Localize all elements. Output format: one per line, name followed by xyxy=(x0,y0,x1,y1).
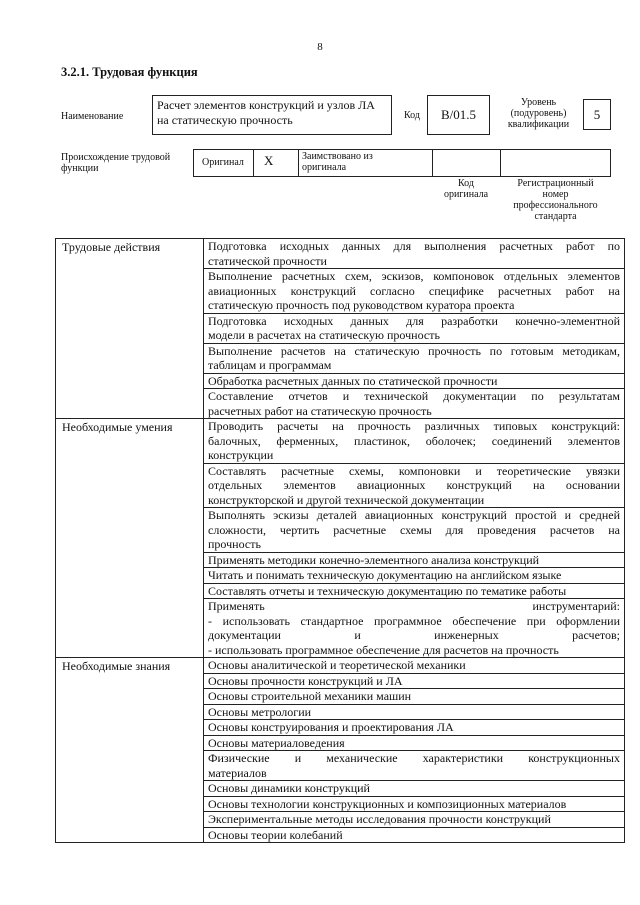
level-label-line-3: квалификации xyxy=(507,119,570,130)
item-text-line: конструкторской и другой технической документации xyxy=(208,492,485,507)
item-text-line: Экспериментальные методы исследования прочности конструкций xyxy=(208,812,551,826)
level-label-line-2: (подуровень) xyxy=(510,108,567,119)
registration-caption-line-4: стандарта xyxy=(534,211,577,222)
registration-number-caption xyxy=(500,178,611,222)
item-cell xyxy=(204,735,625,751)
item-text-line: Выполнение расчетных схем, эскизов, компоновок отдельных элементов xyxy=(208,269,620,283)
original-mark: X xyxy=(264,153,274,168)
item-cell xyxy=(204,239,625,269)
function-name-value: Расчет элементов конструкций и узлов ЛА на статическую прочность xyxy=(157,98,375,127)
item-text-line: Составление отчетов и технической документации по результатам xyxy=(208,389,620,403)
item-cell xyxy=(204,343,625,373)
item-text-line: Основы материаловедения xyxy=(208,735,345,750)
origin-label xyxy=(61,152,191,174)
item-cell xyxy=(204,313,625,343)
item-text-line: Выполнение расчетов на статическую прочность по готовым методикам, xyxy=(208,343,620,358)
item-text-line: Применять методики конечно-элементного анализа конструкций xyxy=(208,552,540,567)
item-text-line: отдельных элементов авиационных конструкций на основании xyxy=(208,478,620,492)
registration-caption-line-3: профессионального xyxy=(513,200,598,211)
item-text-line: Обработка расчетных данных по статической прочности xyxy=(208,373,498,388)
item-cell xyxy=(204,508,625,553)
table-row xyxy=(56,658,625,674)
item-cell xyxy=(204,583,625,599)
item-cell xyxy=(204,552,625,568)
item-cell xyxy=(204,704,625,720)
origin-label-line-2: функции xyxy=(61,163,99,174)
item-text-line: статическую прочность под руководством куратора проекта xyxy=(208,298,515,312)
item-text-line: Читать и понимать техническую документацию на английском языке xyxy=(208,568,562,582)
item-text-line: Основы аналитической и теоретической механики xyxy=(208,658,466,672)
item-cell xyxy=(204,599,625,658)
item-text-line: расчетных работ на статическую прочность xyxy=(208,403,432,418)
category-cell: Необходимые знания xyxy=(56,658,204,843)
item-cell xyxy=(204,827,625,843)
category-cell: Необходимые умения xyxy=(56,419,204,658)
item-text-line: модели в расчетах на статическую прочность xyxy=(208,328,440,342)
item-text-line: Физические и механические характеристики конструкционных xyxy=(208,751,620,765)
labor-function-table xyxy=(55,238,625,843)
item-cell xyxy=(204,463,625,508)
original-mark-cell xyxy=(254,150,299,176)
registration-caption-line-1: Регистрационный xyxy=(517,178,594,189)
code-value: B/01.5 xyxy=(440,107,477,122)
item-text-line: Основы теории колебаний xyxy=(208,827,343,842)
item-cell xyxy=(204,796,625,812)
borrowed-label xyxy=(302,151,432,173)
item-text-line: Основы строительной механики машин xyxy=(208,689,412,703)
origin-table xyxy=(193,149,611,177)
item-text-line: балочных, ферменных, пластинок, оболочек; соединений элементов xyxy=(208,433,620,448)
name-label: Наименование xyxy=(61,111,124,122)
item-cell xyxy=(204,658,625,674)
original-label: Оригинал xyxy=(202,157,244,168)
original-code-caption-line-1: Код xyxy=(458,178,474,189)
registration-caption-line-2: номер xyxy=(542,189,569,200)
item-text-line: авиационных конструкций согласно специфике расчетных работ на xyxy=(208,283,620,298)
item-text-line: таблицам и программам xyxy=(208,358,332,372)
item-text-line: - использовать стандартное программное обеспечение при оформлении xyxy=(208,613,620,628)
item-text-line: - использовать программное обеспечение для расчетов на прочность xyxy=(208,642,559,657)
borrowed-label-line-2: оригинала xyxy=(302,162,347,173)
item-cell xyxy=(204,751,625,781)
level-value-box xyxy=(583,99,611,130)
item-cell xyxy=(204,373,625,389)
item-text-line: Основы конструирования и проектирования ЛА xyxy=(208,720,454,734)
qualification-level-label xyxy=(496,97,581,130)
item-cell xyxy=(204,419,625,464)
item-cell xyxy=(204,689,625,705)
item-text-line: документации и инженерных расчетов; xyxy=(208,628,620,642)
item-text-line: Подготовка исходных данных для разработки конечно-элементной xyxy=(208,313,620,328)
item-cell xyxy=(204,568,625,584)
item-text-line: Основы прочности конструкций и ЛА xyxy=(208,673,403,688)
item-cell xyxy=(204,269,625,314)
origin-label-line-1: Происхождение трудовой xyxy=(61,152,171,163)
item-text-line: Подготовка исходных данных для выполнения расчетных работ по xyxy=(208,239,620,253)
borrowed-label-line-1: Заимствовано из xyxy=(302,151,373,162)
item-text-line: Основы метрологии xyxy=(208,704,312,719)
code-label: Код xyxy=(404,110,420,121)
section-title: 3.2.1. Трудовая функция xyxy=(61,65,198,79)
registration-number-cell xyxy=(501,150,610,176)
item-text-line: Основы динамики конструкций xyxy=(208,781,370,795)
level-value: 5 xyxy=(593,106,601,122)
table-row xyxy=(56,239,625,269)
original-code-caption-line-2: оригинала xyxy=(443,189,489,200)
item-cell xyxy=(204,673,625,689)
item-cell xyxy=(204,720,625,736)
item-text-line: статической прочности xyxy=(208,253,327,268)
item-text-line: материалов xyxy=(208,765,267,780)
item-cell xyxy=(204,781,625,797)
item-cell xyxy=(204,812,625,828)
item-text-line: прочность xyxy=(208,537,261,551)
original-code-caption xyxy=(432,178,500,200)
category-cell: Трудовые действия xyxy=(56,239,204,419)
borrowed-label-cell xyxy=(299,150,433,176)
item-cell xyxy=(204,389,625,419)
original-code-cell xyxy=(433,150,501,176)
item-text-line: Основы технологии конструкционных и композиционных материалов xyxy=(208,796,567,811)
item-text-line: Составлять расчетные схемы, компоновки и теоретические увязки xyxy=(208,463,620,478)
table-row xyxy=(56,419,625,464)
item-text-line: Применять инструментарий: xyxy=(208,599,620,613)
item-text-line: Выполнять эскизы деталей авиационных конструкций простой и средней xyxy=(208,508,620,522)
item-text-line: Проводить расчеты на прочность различных типовых конструкций: xyxy=(208,419,620,433)
page-number: 8 xyxy=(317,41,323,53)
level-label-line-1: Уровень xyxy=(520,97,557,108)
item-text-line: конструкции xyxy=(208,448,274,462)
original-label-cell xyxy=(194,150,254,176)
function-name-box xyxy=(152,95,392,135)
code-value-box xyxy=(427,95,490,135)
item-text-line: Составлять отчеты и техническую документацию по тематике работы xyxy=(208,583,567,598)
item-text-line: сложности, чертить расчетные схемы для проведения расчетов на xyxy=(208,522,620,537)
